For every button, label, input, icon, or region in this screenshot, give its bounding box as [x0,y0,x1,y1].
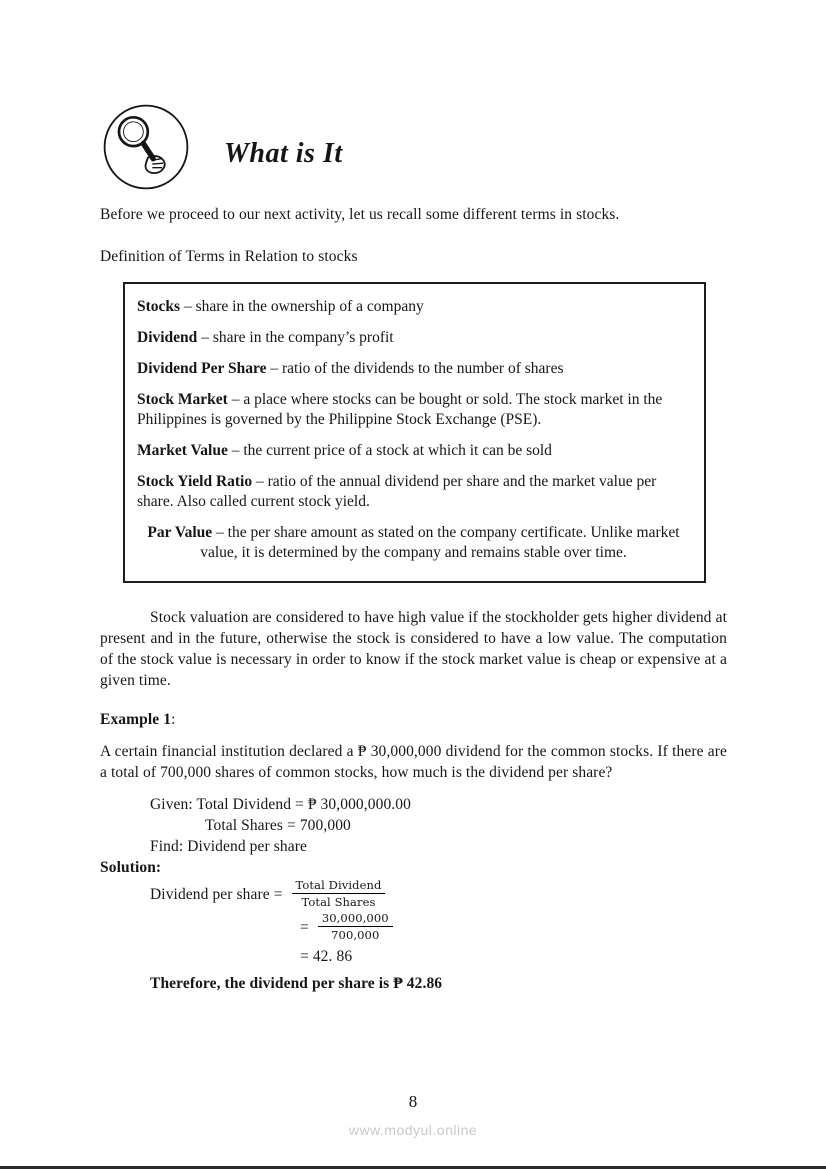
page-number: 8 [408,1092,418,1111]
example-heading [100,709,727,730]
solution-step-formula [150,880,727,911]
given-block [150,794,727,857]
page-content [100,0,727,994]
example-heading-colon: : [171,711,176,728]
fraction-formula [292,878,386,909]
solution-heading: Solution: [100,859,162,876]
definitions-box [123,282,706,583]
fraction-numerator: Total Dividend [292,878,386,894]
fraction-values [318,911,393,942]
definition-text: – the per share amount as stated on the company certificate. Unlike market value, it is determined by the company and remains stable over time. [200,524,680,561]
intro-paragraph: Before we proceed to our next activity, let us recall some different terms in stocks. [100,206,620,223]
given-line-shares: Total Shares = 700,000 [205,817,351,834]
definition-term: Stocks [137,298,181,315]
fraction-denominator: 700,000 [331,928,380,942]
find-line: Find: Dividend per share [150,838,307,855]
solution-conclusion: Therefore, the dividend per share is ₱ 42.86 [150,975,443,992]
fraction-denominator: Total Shares [301,895,376,909]
definition-item [137,297,690,317]
stock-valuation-paragraph: Stock valuation are considered to have high value if the stockholder gets higher dividend at present and in the future, otherwise the stock is considered to have a low value. The computation of the stock value is necessary in order to know if the stock market value is cheap or expensive at a given time. [100,609,727,689]
definition-item [137,441,690,461]
definition-text: – the current price of a stock at which it can be sold [227,442,552,459]
example-body: A certain financial institution declared a ₱ 30,000,000 dividend for the common stocks. If there are a total of 700,000 shares of common stocks, how much is the dividend per share? [100,743,727,781]
watermark: www.modyul.online [348,1122,478,1138]
definition-text: – a place where stocks can be bought or sold. The stock market in the Philippines is governed by the Philippine Stock Exchange (PSE). [137,391,663,428]
solution-lead: Dividend per share = [150,886,283,904]
page-title: What is It [224,138,343,169]
definition-item [137,523,690,563]
definition-text: – ratio of the dividends to the number of shares [266,360,564,377]
magnifier-hand-icon [100,102,192,192]
equals-sign: = [300,919,309,937]
definition-term: Dividend [137,329,198,346]
definition-term: Stock Market [137,391,228,408]
definition-term: Stock Yield Ratio [137,473,253,490]
solution-step-result: = 42. 86 [300,948,353,965]
definition-term: Dividend Per Share [137,360,267,377]
solution-step-substitution [300,913,727,944]
definition-term: Market Value [137,442,228,459]
given-line-dividend: Given: Total Dividend = ₱ 30,000,000.00 [150,796,411,813]
definition-text: – share in the company’s profit [197,329,394,346]
definition-item [137,390,690,430]
definition-item [137,472,690,512]
fraction-numerator: 30,000,000 [318,911,393,927]
section-header [100,102,727,192]
example-heading-label: Example 1 [100,711,172,728]
definition-item [137,328,690,348]
definition-text: – ratio of the annual dividend per share and the market value per share. Also called current stock yield. [137,473,657,510]
solution-block [150,880,727,994]
definitions-heading: Definition of Terms in Relation to stocks [100,248,358,265]
definition-text: – share in the ownership of a company [180,298,424,315]
definition-item [137,359,690,379]
definition-term: Par Value [147,524,213,541]
